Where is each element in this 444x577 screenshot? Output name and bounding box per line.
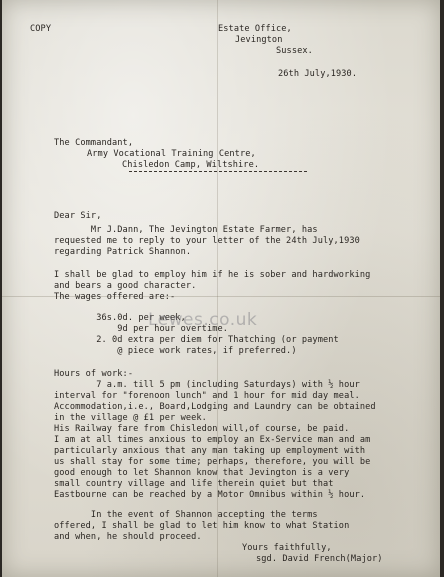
hours-line-10: small country village and life therein quiet but that [54, 479, 334, 489]
paragraph1-line-2: requested me to reply to your letter of the 24th July,1930 [54, 236, 360, 246]
paragraph2-line-3: The wages offered are:- [54, 292, 176, 302]
hours-line-8: us shall stay for some time; perhaps, therefore, you will be [54, 457, 371, 467]
closing-line-1: In the event of Shannon accepting the terms [54, 510, 318, 520]
watermark-text: Lewes.co.uk [148, 310, 258, 330]
recipient-line-2: Army Vocational Training Centre, [87, 149, 256, 159]
wages-line-4: @ piece work rates, if preferred.) [54, 346, 297, 356]
paragraph2-line-2: and bears a good character. [54, 281, 197, 291]
hours-heading: Hours of work:- [54, 369, 134, 379]
closing-line-3: and when, he should proceed. [54, 532, 202, 542]
paragraph1-line-3: regarding Patrick Shannon. [54, 247, 192, 257]
recipient-line-1: The Commandant, [54, 138, 134, 148]
hours-line-11: Eastbourne can be reached by a Motor Omnibus within ½ hour. [54, 490, 366, 500]
hours-line-5: His Railway fare from Chisledon will,of course, be paid. [54, 424, 350, 434]
recipient-underline [129, 171, 307, 172]
wages-line-2: 9d per hour overtime. [54, 324, 229, 334]
signature: sgd. David French(Major) [256, 554, 383, 564]
hours-line-7: particularly anxious that any man taking up employment with [54, 446, 366, 456]
sender-address-line-1: Estate Office, [218, 24, 292, 34]
hours-line-9: good enough to let Shannon know that Jevington is a very [54, 468, 350, 478]
sender-address-line-2: Jevington [235, 35, 283, 45]
letter-date: 26th July,1930. [278, 69, 358, 79]
wages-line-3: 2. 0d extra per diem for Thatching (or payment [54, 335, 339, 345]
paragraph2-line-1: I shall be glad to employ him if he is sober and hardworking [54, 270, 371, 280]
wages-line-1: 36s.0d. per week, [54, 313, 186, 323]
paragraph1-line-1: Mr J.Dann, The Jevington Estate Farmer, has [54, 225, 318, 235]
hours-line-6: I am at all times anxious to employ an Ex-Service man and am [54, 435, 371, 445]
salutation: Dear Sir, [54, 211, 102, 221]
letter-page [2, 0, 440, 577]
hours-line-1: 7 a.m. till 5 pm (including Saturdays) with ½ hour [54, 380, 360, 390]
closing-line-2: offered, I shall be glad to let him know to what Station [54, 521, 350, 531]
hours-line-4: in the village @ £1 per week. [54, 413, 207, 423]
sender-address-line-3: Sussex. [276, 46, 313, 56]
hours-line-3: Accommodation,i.e., Board,Lodging and Laundry can be obtained [54, 402, 376, 412]
valediction: Yours faithfully, [242, 543, 332, 553]
hours-line-2: interval for "forenoon lunch" and 1 hour for mid day meal. [54, 391, 360, 401]
copy-label: COPY [30, 24, 52, 34]
recipient-line-3: Chisledon Camp, Wiltshire. [122, 160, 260, 170]
